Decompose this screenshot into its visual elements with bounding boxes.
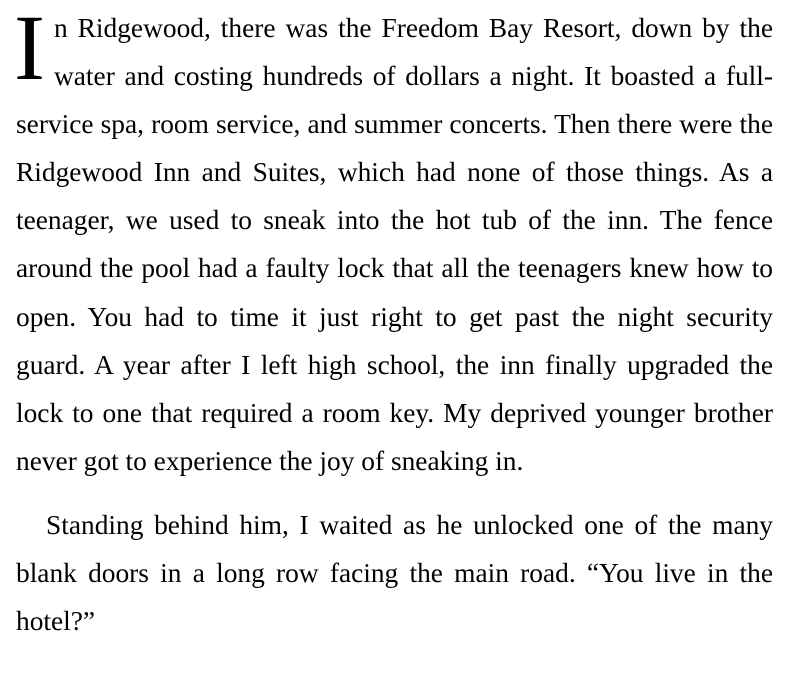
paragraph-2-text: Standing behind him, I waited as he unlocked one of the many blank doors in a long row facing the main road. “You live in the hotel?”: [16, 509, 773, 637]
document-page: [14, 0, 773, 645]
drop-cap: I: [14, 0, 45, 100]
paragraph-1: [14, 0, 773, 485]
paragraph-1-text: n Ridgewood, there was the Freedom Bay Resort, down by the water and costing hundreds of dollars a night. It boasted a full-service spa, room service, and summer concerts. Then there were the Ridgewood Inn and Suites, which had none of those things. As a teenager, we used to sneak into the hot tub of the inn. The fence around the pool had a faulty lock that all the teenagers knew how to open. You had to time it just right to get past the night security guard. A year after I left high school, the inn finally upgraded the lock to one that required a room key. My deprived younger brother never got to experience the joy of sneaking in.: [16, 13, 773, 476]
paragraph-2: [16, 501, 773, 645]
